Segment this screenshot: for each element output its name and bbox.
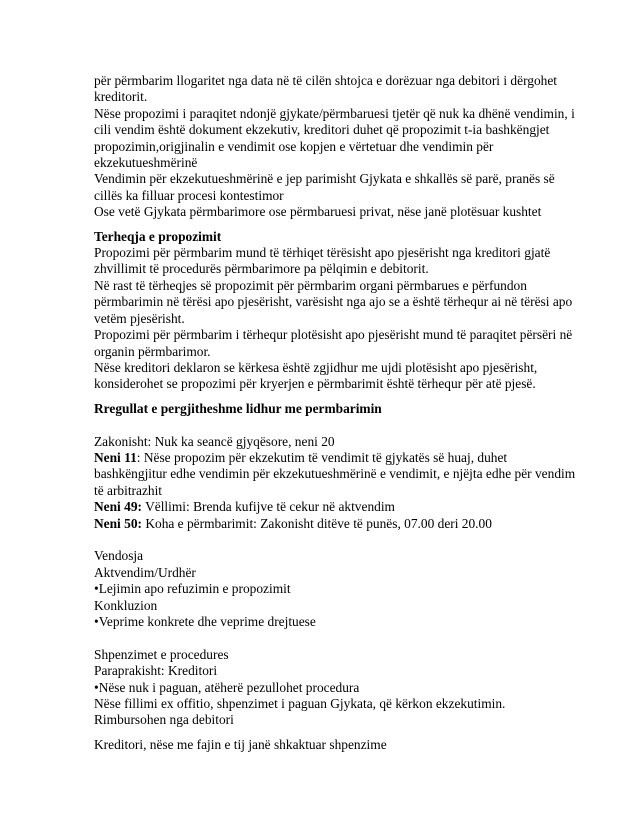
vendosja-paragraph xyxy=(94,548,554,630)
text-line: Zakonisht: Nuk ka seancë gjyqësore, neni 20 xyxy=(94,433,335,449)
text-line: Paraprakisht: Kreditori xyxy=(94,663,218,679)
section-heading-rregullat: Rregullat e pergjitheshme lidhur me permbarimin xyxy=(94,400,382,416)
text-line: cillës ka filluar procesi kontestimor xyxy=(94,187,284,203)
article-label: Neni 49: xyxy=(94,499,142,515)
text-line: cili vendim është dokument ekzekutiv, kreditori duhet që propozimit t-ia bashkëngjet xyxy=(94,122,550,138)
text-line xyxy=(94,450,554,466)
text-line: bashkëngjitur edhe vendimin për ekzekutueshmërinë e vendimit, e njëjta edhe për vendim xyxy=(94,466,576,482)
article-label: Neni 11 xyxy=(94,449,137,465)
text-line: Nëse kreditori deklaron se kërkesa është zgjidhur me ujdi plotësisht apo pjesërisht, xyxy=(94,359,538,375)
text-line: Propozimi për përmbarim mund të tërhiqet tërësisht apo pjesërisht nga kreditori gjatë xyxy=(94,245,551,261)
text-line: Nëse propozimi i paraqitet ndonjë gjykate/përmbaruesi tjetër që nuk ka dhënë vendimin, i xyxy=(94,105,575,121)
text-line: Vendimin për ekzekutueshmërinë e jep parimisht Gjykata e shkallës së parë, pranës së xyxy=(94,171,555,187)
shpenzimet-paragraph xyxy=(94,647,554,729)
text-line: organin përmbarimor. xyxy=(94,343,211,359)
intro-paragraph xyxy=(94,73,575,221)
text-line: Nëse fillimi ex offitio, shpenzimet i paguan Gjykata, që kërkon ekzekutimin. xyxy=(94,695,506,711)
text-line: Aktvendim/Urdhër xyxy=(94,564,196,580)
closing-line: Kreditori, nëse me fajin e tij janë shkaktuar shpenzime xyxy=(94,736,387,752)
section-heading-terheqja: Terheqja e propozimit xyxy=(94,228,222,244)
list-item: •Veprime konkrete dhe veprime drejtuese xyxy=(94,613,316,629)
text-line: propozimin,origjinalin e vendimit ose kopjen e vërtetuar dhe vendimin për xyxy=(94,138,494,154)
text-line: të arbitrazhit xyxy=(94,482,163,498)
list-item: •Nëse nuk i paguan, atëherë pezullohet procedura xyxy=(94,679,360,695)
article-text: : Nëse propozim për ekzekutim të vendimit të gjykatës së huaj, duhet xyxy=(136,449,508,465)
article-label: Neni 50: xyxy=(94,515,142,531)
text-line: Propozimi për përmbarim i tërhequr plotësisht apo pjesërisht mund të paraqitet përsëri në xyxy=(94,327,573,343)
terheqja-paragraph xyxy=(94,245,573,393)
text-line: Ose vetë Gjykata përmbarimore ose përmbaruesi privat, nëse janë plotësuar kushtet xyxy=(94,204,542,220)
text-line: përmbarimin në tërësi apo pjesërisht, varësisht nga ajo se a është tërhequr ai në tërësi apo xyxy=(94,294,573,310)
text-line: Konkluzion xyxy=(94,597,158,613)
text-line: ekzekutueshmërinë xyxy=(94,155,198,171)
document-body xyxy=(94,73,576,753)
text-line xyxy=(94,516,554,532)
text-line: konsiderohet se propozimi për kryerjen e përmbarimit është tërhequr për atë pjesë. xyxy=(94,376,536,392)
rregullat-paragraph xyxy=(94,433,576,532)
text-line: për përmbarim llogaritet nga data në të cilën shtojca e dorëzuar nga debitori i dërgohet xyxy=(94,73,558,88)
text-line: Vendosja xyxy=(94,548,144,564)
text-line: kreditorit. xyxy=(94,89,148,105)
text-line: Shpenzimet e procedures xyxy=(94,646,229,662)
text-line xyxy=(94,499,554,515)
text-line: Rimbursohen nga debitori xyxy=(94,712,234,728)
text-line: zhvillimit të procedurës përmbarimore pa pëlqimin e debitorit. xyxy=(94,261,429,277)
text-line: vetëm pjesërisht. xyxy=(94,310,185,326)
list-item: •Lejimin apo refuzimin e propozimit xyxy=(94,581,291,597)
article-text: Vëllimi: Brenda kufijve të cekur në aktvendim xyxy=(141,499,395,515)
article-text: Koha e përmbarimit: Zakonisht ditëve të punës, 07.00 deri 20.00 xyxy=(141,515,492,531)
text-line: Në rast të tërheqjes së propozimit për përmbarim organi përmbarues e përfundon xyxy=(94,277,527,293)
